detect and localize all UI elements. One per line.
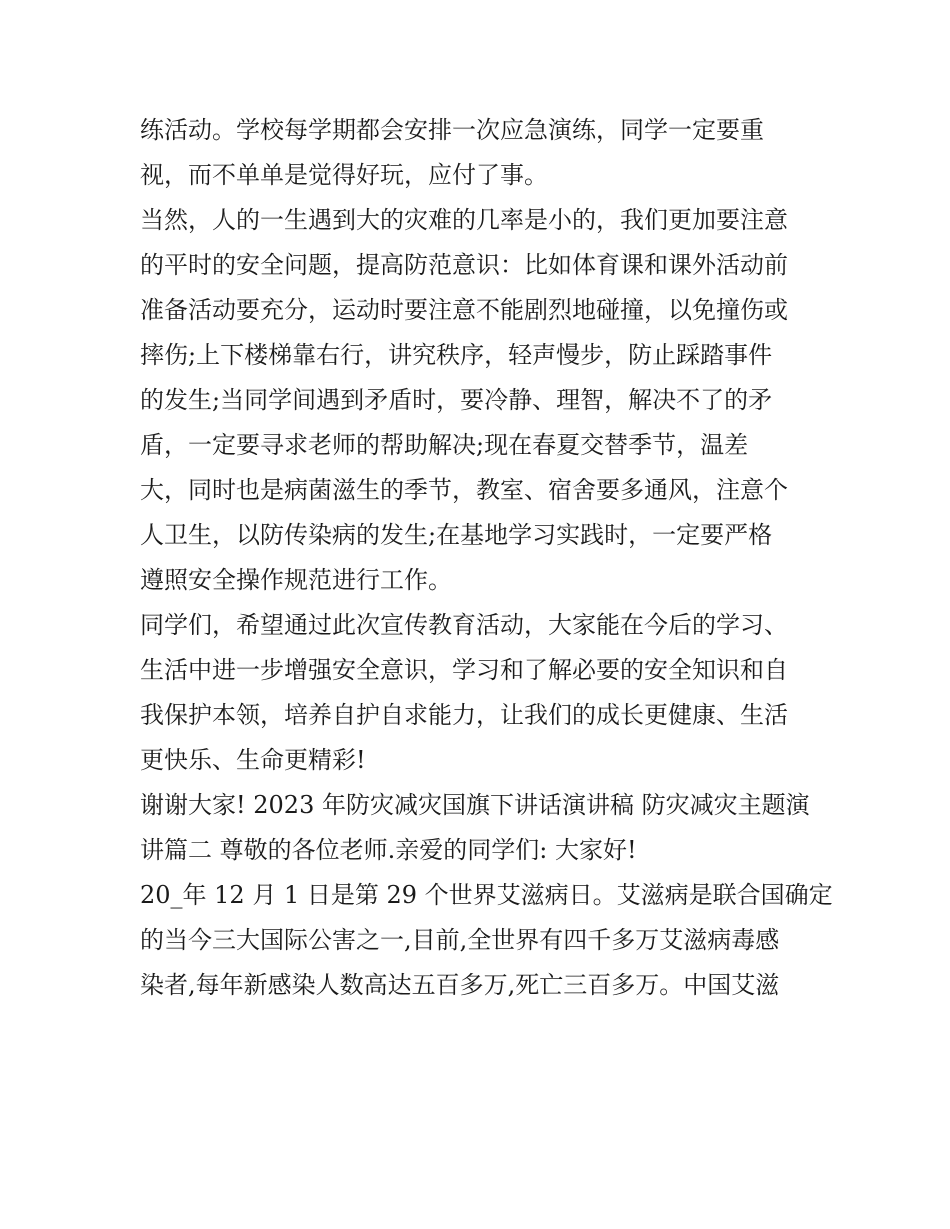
text-line: 摔伤;上下楼梯靠右行，讲究秩序，轻声慢步，防止踩踏事件 [140, 341, 773, 369]
text-line: 练活动。学校每学期都会安排一次应急演练，同学一定要重 [140, 116, 764, 144]
text-line: 讲篇二 尊敬的各位老师.亲爱的同学们: 大家好! [140, 836, 637, 864]
text-line: 的当今三大国际公害之一,目前,全世界有四千多万艾滋病毒感 [140, 926, 780, 954]
text-line: 同学们，希望通过此次宣传教育活动，大家能在今后的学习、 [140, 611, 788, 639]
paragraph-speech-two-heading [140, 783, 820, 873]
text-line: 谢谢大家! 2023 年防灾减灾国旗下讲话演讲稿 防灾减灾主题演 [140, 791, 810, 819]
paragraph-daily-safety [140, 198, 820, 603]
text-line: 大，同时也是病菌滋生的季节，教室、宿舍要多通风，注意个 [140, 476, 788, 504]
text-line: 的平时的安全问题，提高防范意识：比如体育课和课外活动前 [140, 251, 788, 279]
paragraph-drill-importance [140, 108, 820, 198]
paragraph-closing-wishes [140, 603, 820, 783]
text-line: 染者,每年新感染人数高达五百多万,死亡三百多万。中国艾滋 [140, 971, 780, 999]
text-line: 视，而不单单是觉得好玩，应付了事。 [140, 161, 548, 189]
paragraph-aids-day [140, 873, 833, 1008]
document-body [140, 108, 833, 1008]
text-line: 的发生;当同学间遇到矛盾时，要冷静、理智，解决不了的矛 [140, 386, 773, 414]
text-line: 遵照安全操作规范进行工作。 [140, 566, 452, 594]
text-line: 盾，一定要寻求老师的帮助解决;现在春夏交替季节，温差 [140, 431, 749, 459]
text-line: 准备活动要充分，运动时要注意不能剧烈地碰撞，以免撞伤或 [140, 296, 788, 324]
text-line: 当然，人的一生遇到大的灾难的几率是小的，我们更加要注意 [140, 206, 788, 234]
text-line: 20_年 12 月 1 日是第 29 个世界艾滋病日。艾滋病是联合国确定 [140, 881, 833, 909]
text-line: 更快乐、生命更精彩! [140, 746, 366, 774]
text-line: 人卫生，以防传染病的发生;在基地学习实践时，一定要严格 [140, 521, 773, 549]
text-line: 生活中进一步增强安全意识，学习和了解必要的安全知识和自 [140, 656, 788, 684]
text-line: 我保护本领，培养自护自求能力，让我们的成长更健康、生活 [140, 701, 788, 729]
